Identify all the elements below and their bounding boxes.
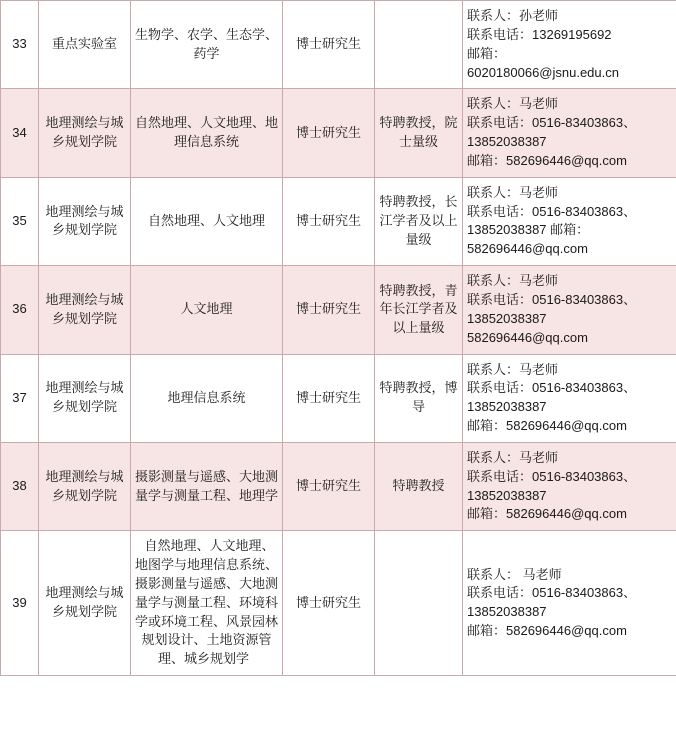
cell-serial-number: 36 xyxy=(1,266,39,354)
cell-major-text: 人文地理 xyxy=(180,301,233,317)
cell-degree: 博士研究生 xyxy=(283,266,375,354)
table-row xyxy=(1,266,676,354)
cell-unit: 地理测绘与城乡规划学院 xyxy=(39,89,131,177)
cell-title-requirement xyxy=(375,1,463,89)
cell-major-text: 摄影测量与遥感、大地测量学与测量工程、地理学 xyxy=(135,468,279,503)
cell-major xyxy=(131,89,283,177)
cell-major xyxy=(131,1,283,89)
contact-line: 邮箱： xyxy=(467,45,507,61)
contact-line: 邮箱：582696446@qq.com xyxy=(467,506,627,522)
contact-line: 联系电话：0516-83403863、13852038387 xyxy=(467,468,637,503)
table-row xyxy=(1,89,676,177)
cell-degree: 博士研究生 xyxy=(283,177,375,265)
cell-contact xyxy=(463,354,676,442)
contact-line: 联系电话：0516-83403863、13852038387 xyxy=(467,585,637,620)
contact-line: 联系人：马老师 xyxy=(467,273,559,289)
cell-contact xyxy=(463,266,676,354)
table-row xyxy=(1,177,676,265)
cell-major xyxy=(131,531,283,676)
cell-degree: 博士研究生 xyxy=(283,89,375,177)
contact-line: 联系人：马老师 xyxy=(467,449,559,465)
contact-line: 联系人：马老师 xyxy=(467,361,559,377)
cell-major-text: 自然地理、人文地理、地理信息系统 xyxy=(135,115,279,150)
contact-line: 联系人：孙老师 xyxy=(467,8,559,23)
cell-contact xyxy=(463,1,676,89)
cell-degree: 博士研究生 xyxy=(283,442,375,530)
table-row xyxy=(1,531,676,676)
cell-major-text: 生物学、农学、生态学、药学 xyxy=(135,26,279,61)
cell-contact xyxy=(463,89,676,177)
contact-line: 582696446@qq.com xyxy=(467,329,588,345)
cell-unit: 地理测绘与城乡规划学院 xyxy=(39,354,131,442)
contact-line: 6020180066@jsnu.edu.cn xyxy=(467,64,619,80)
contact-line: 邮箱：582696446@qq.com xyxy=(467,623,627,639)
table-row xyxy=(1,1,676,89)
cell-contact xyxy=(463,177,676,265)
contact-line: 邮箱：582696446@qq.com xyxy=(467,418,627,434)
cell-degree: 博士研究生 xyxy=(283,531,375,676)
cell-major xyxy=(131,266,283,354)
cell-unit: 地理测绘与城乡规划学院 xyxy=(39,442,131,530)
contact-line: 联系人：马老师 xyxy=(467,96,559,112)
cell-title-requirement: 特聘教授，青年长江学者及以上量级 xyxy=(375,266,463,354)
contact-line: 联系电话：0516-83403863、13852038387 xyxy=(467,380,637,415)
cell-serial-number: 35 xyxy=(1,177,39,265)
table-row xyxy=(1,354,676,442)
cell-major-text: 自然地理、人文地理 xyxy=(147,213,265,229)
contact-line: 联系电话：13269195692 xyxy=(467,26,612,42)
cell-major xyxy=(131,177,283,265)
cell-degree: 博士研究生 xyxy=(283,354,375,442)
table-body xyxy=(1,1,676,676)
contact-line: 联系电话：0516-83403863、13852038387 xyxy=(467,291,637,326)
contact-line: 582696446@qq.com xyxy=(467,241,588,257)
cell-title-requirement: 特聘教授，博导 xyxy=(375,354,463,442)
cell-serial-number: 39 xyxy=(1,531,39,676)
cell-title-requirement: 特聘教授，院士量级 xyxy=(375,89,463,177)
cell-contact xyxy=(463,531,676,676)
cell-major-text: 地理信息系统 xyxy=(167,389,246,405)
cell-serial-number: 38 xyxy=(1,442,39,530)
cell-serial-number: 33 xyxy=(1,1,39,89)
cell-serial-number: 34 xyxy=(1,89,39,177)
cell-contact xyxy=(463,442,676,530)
cell-unit: 重点实验室 xyxy=(39,1,131,89)
contact-line: 联系人： 马老师 xyxy=(467,566,562,582)
cell-degree: 博士研究生 xyxy=(283,1,375,89)
cell-major-text: 自然地理、人文地理、地图学与地理信息系统、摄影测量与遥感、大地测量学与测量工程、环境科学或环境工程、风景园林规划设计、土地资源管理、城乡规划学 xyxy=(135,538,279,667)
contact-line: 邮箱：582696446@qq.com xyxy=(467,152,627,168)
cell-unit: 地理测绘与城乡规划学院 xyxy=(39,177,131,265)
cell-unit: 地理测绘与城乡规划学院 xyxy=(39,531,131,676)
contact-line: 联系电话：0516-83403863、13852038387 xyxy=(467,115,637,150)
cell-title-requirement xyxy=(375,531,463,676)
cell-title-requirement: 特聘教授 xyxy=(375,442,463,530)
cell-unit: 地理测绘与城乡规划学院 xyxy=(39,266,131,354)
cell-major xyxy=(131,354,283,442)
contact-line: 联系电话：0516-83403863、13852038387 邮箱： xyxy=(467,203,637,238)
cell-title-requirement: 特聘教授，长江学者及以上量级 xyxy=(375,177,463,265)
contact-line: 联系人：马老师 xyxy=(467,184,559,200)
table-row xyxy=(1,442,676,530)
cell-serial-number: 37 xyxy=(1,354,39,442)
cell-major xyxy=(131,442,283,530)
